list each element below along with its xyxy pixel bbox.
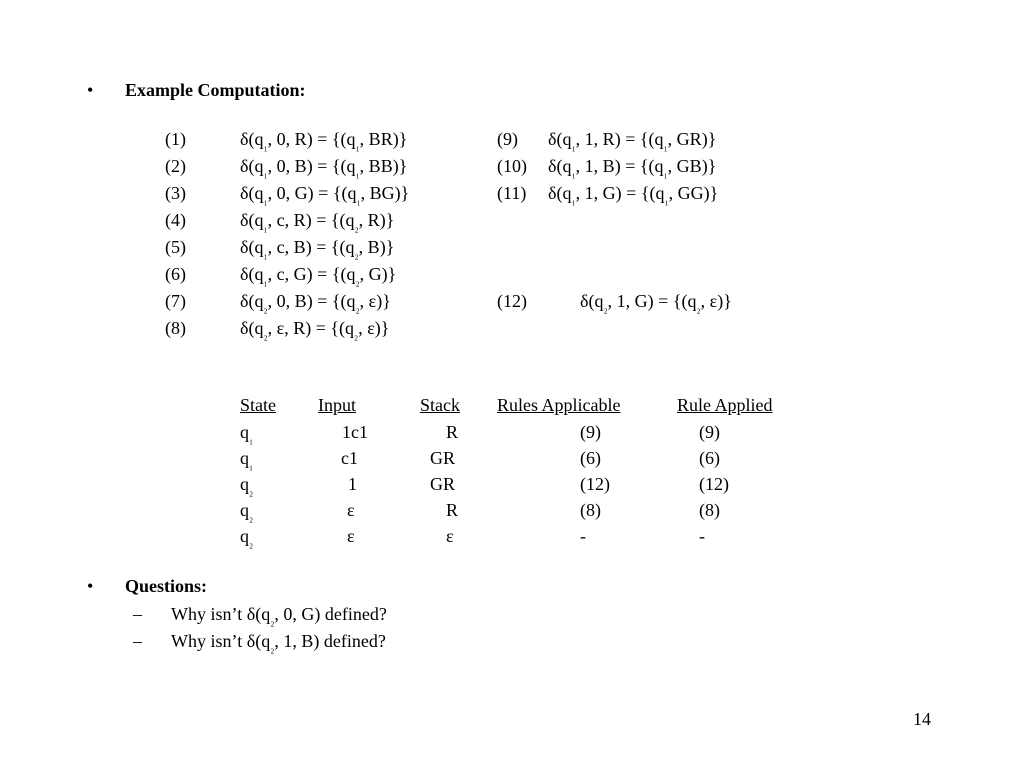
table-row-2-input: c1 [341, 448, 358, 468]
rule-4-number: (4) [165, 210, 186, 230]
rule-12: $\delta(q_{_2}$, 1, $G) = \{(q_{_2}$, ε)} [580, 291, 732, 314]
table-row-5-stack: ε [446, 526, 454, 546]
rule-11-number: (11) [497, 183, 527, 203]
table-header-state: State [240, 395, 276, 415]
table-row-3-input: 1 [348, 474, 357, 494]
rule-1: $\delta(q_{_1}$, 0, $R) = \{(q_{_1}$, BR)} [240, 129, 408, 152]
rule-5: $\delta(q_{_1}$, c, $B) = \{(q_{_2}$, B)} [240, 237, 395, 260]
bullet-questions: • [87, 576, 94, 596]
table-row-1-stack: R [445, 422, 458, 442]
table-row-2-applicable: (6) [580, 448, 601, 468]
rule-2: $\delta(q_{_1}$, 0, $B) = \{(q_{_1}$, BB)} [240, 156, 408, 179]
rule-7-number: (7) [165, 291, 186, 311]
rule-9: $\delta(q_{_1}$, 1, $R) = \{(q_{_1}$, GR)} [548, 129, 717, 152]
rule-3: $\delta(q_{_1}$, 0, $G) = \{(q_{_1}$, BG)} [240, 183, 410, 206]
rule-2-number: (2) [165, 156, 186, 176]
table-header-rule-applied: Rule Applied [677, 395, 773, 415]
dash-question-2: – [133, 631, 142, 651]
question-2: Why isn’t $\delta(q_{_2}$, 1, B) defined? [171, 631, 386, 654]
table-row-2-applied: (6) [699, 448, 720, 468]
section-heading-example: Example Computation: [125, 80, 306, 100]
table-row-1-input: 1c1 [342, 422, 368, 442]
table-row-2-stack: GR [430, 448, 456, 468]
table-row-2-state: $q_{_1}$ [240, 448, 254, 471]
rule-6-number: (6) [165, 264, 186, 284]
table-row-3-applicable: (12) [580, 474, 610, 494]
table-header-stack: Stack [420, 395, 460, 415]
question-1: Why isn’t $\delta(q_{_2}$, 0, G) defined? [171, 604, 387, 627]
table-row-3-applied: (12) [699, 474, 729, 494]
rule-3-number: (3) [165, 183, 186, 203]
table-row-1-applied: (9) [699, 422, 720, 442]
rule-1-number: (1) [165, 129, 186, 149]
table-row-3-state: $q_{_2}$ [240, 474, 254, 497]
table-header-rules-applicable: Rules Applicable [497, 395, 621, 415]
dash-question-1: – [133, 604, 142, 624]
rule-8: $\delta(q_{_2}$, ε, $R) = \{(q_{_2}$, ε)} [240, 318, 390, 341]
rule-8-number: (8) [165, 318, 186, 338]
bullet-example: • [87, 80, 94, 100]
table-row-1-state: $q_{_1}$ [240, 422, 254, 445]
table-row-3-stack: GR [430, 474, 456, 494]
table-row-5-applicable: - [580, 526, 586, 546]
rule-11: $\delta(q_{_1}$, 1, $G) = \{(q_{_1}$, GG)} [548, 183, 719, 206]
rule-7: $\delta(q_{_2}$, 0, $B) = \{(q_{_2}$, ε)} [240, 291, 391, 314]
table-row-4-state: $q_{_2}$ [240, 500, 254, 523]
table-row-4-input: ε [347, 500, 355, 520]
table-row-4-stack: R [445, 500, 458, 520]
table-row-4-applicable: (8) [580, 500, 601, 520]
table-header-input: Input [318, 395, 356, 415]
table-row-1-applicable: (9) [580, 422, 601, 442]
rule-5-number: (5) [165, 237, 186, 257]
table-row-5-applied: - [699, 526, 705, 546]
page-number: 14 [913, 709, 931, 729]
rule-10-number: (10) [497, 156, 527, 176]
rule-6: $\delta(q_{_1}$, c, $G) = \{(q_{_2}$, G)} [240, 264, 397, 287]
section-heading-questions: Questions: [125, 576, 208, 596]
rule-4: $\delta(q_{_1}$, c, $R) = \{(q_{_2}$, R)} [240, 210, 395, 233]
table-row-5-input: ε [347, 526, 355, 546]
table-row-4-applied: (8) [699, 500, 720, 520]
rule-10: $\delta(q_{_1}$, 1, $B) = \{(q_{_1}$, GB)} [548, 156, 717, 179]
rule-9-number: (9) [497, 129, 518, 149]
rule-12-number: (12) [497, 291, 527, 311]
table-row-5-state: $q_{_2}$ [240, 526, 254, 549]
